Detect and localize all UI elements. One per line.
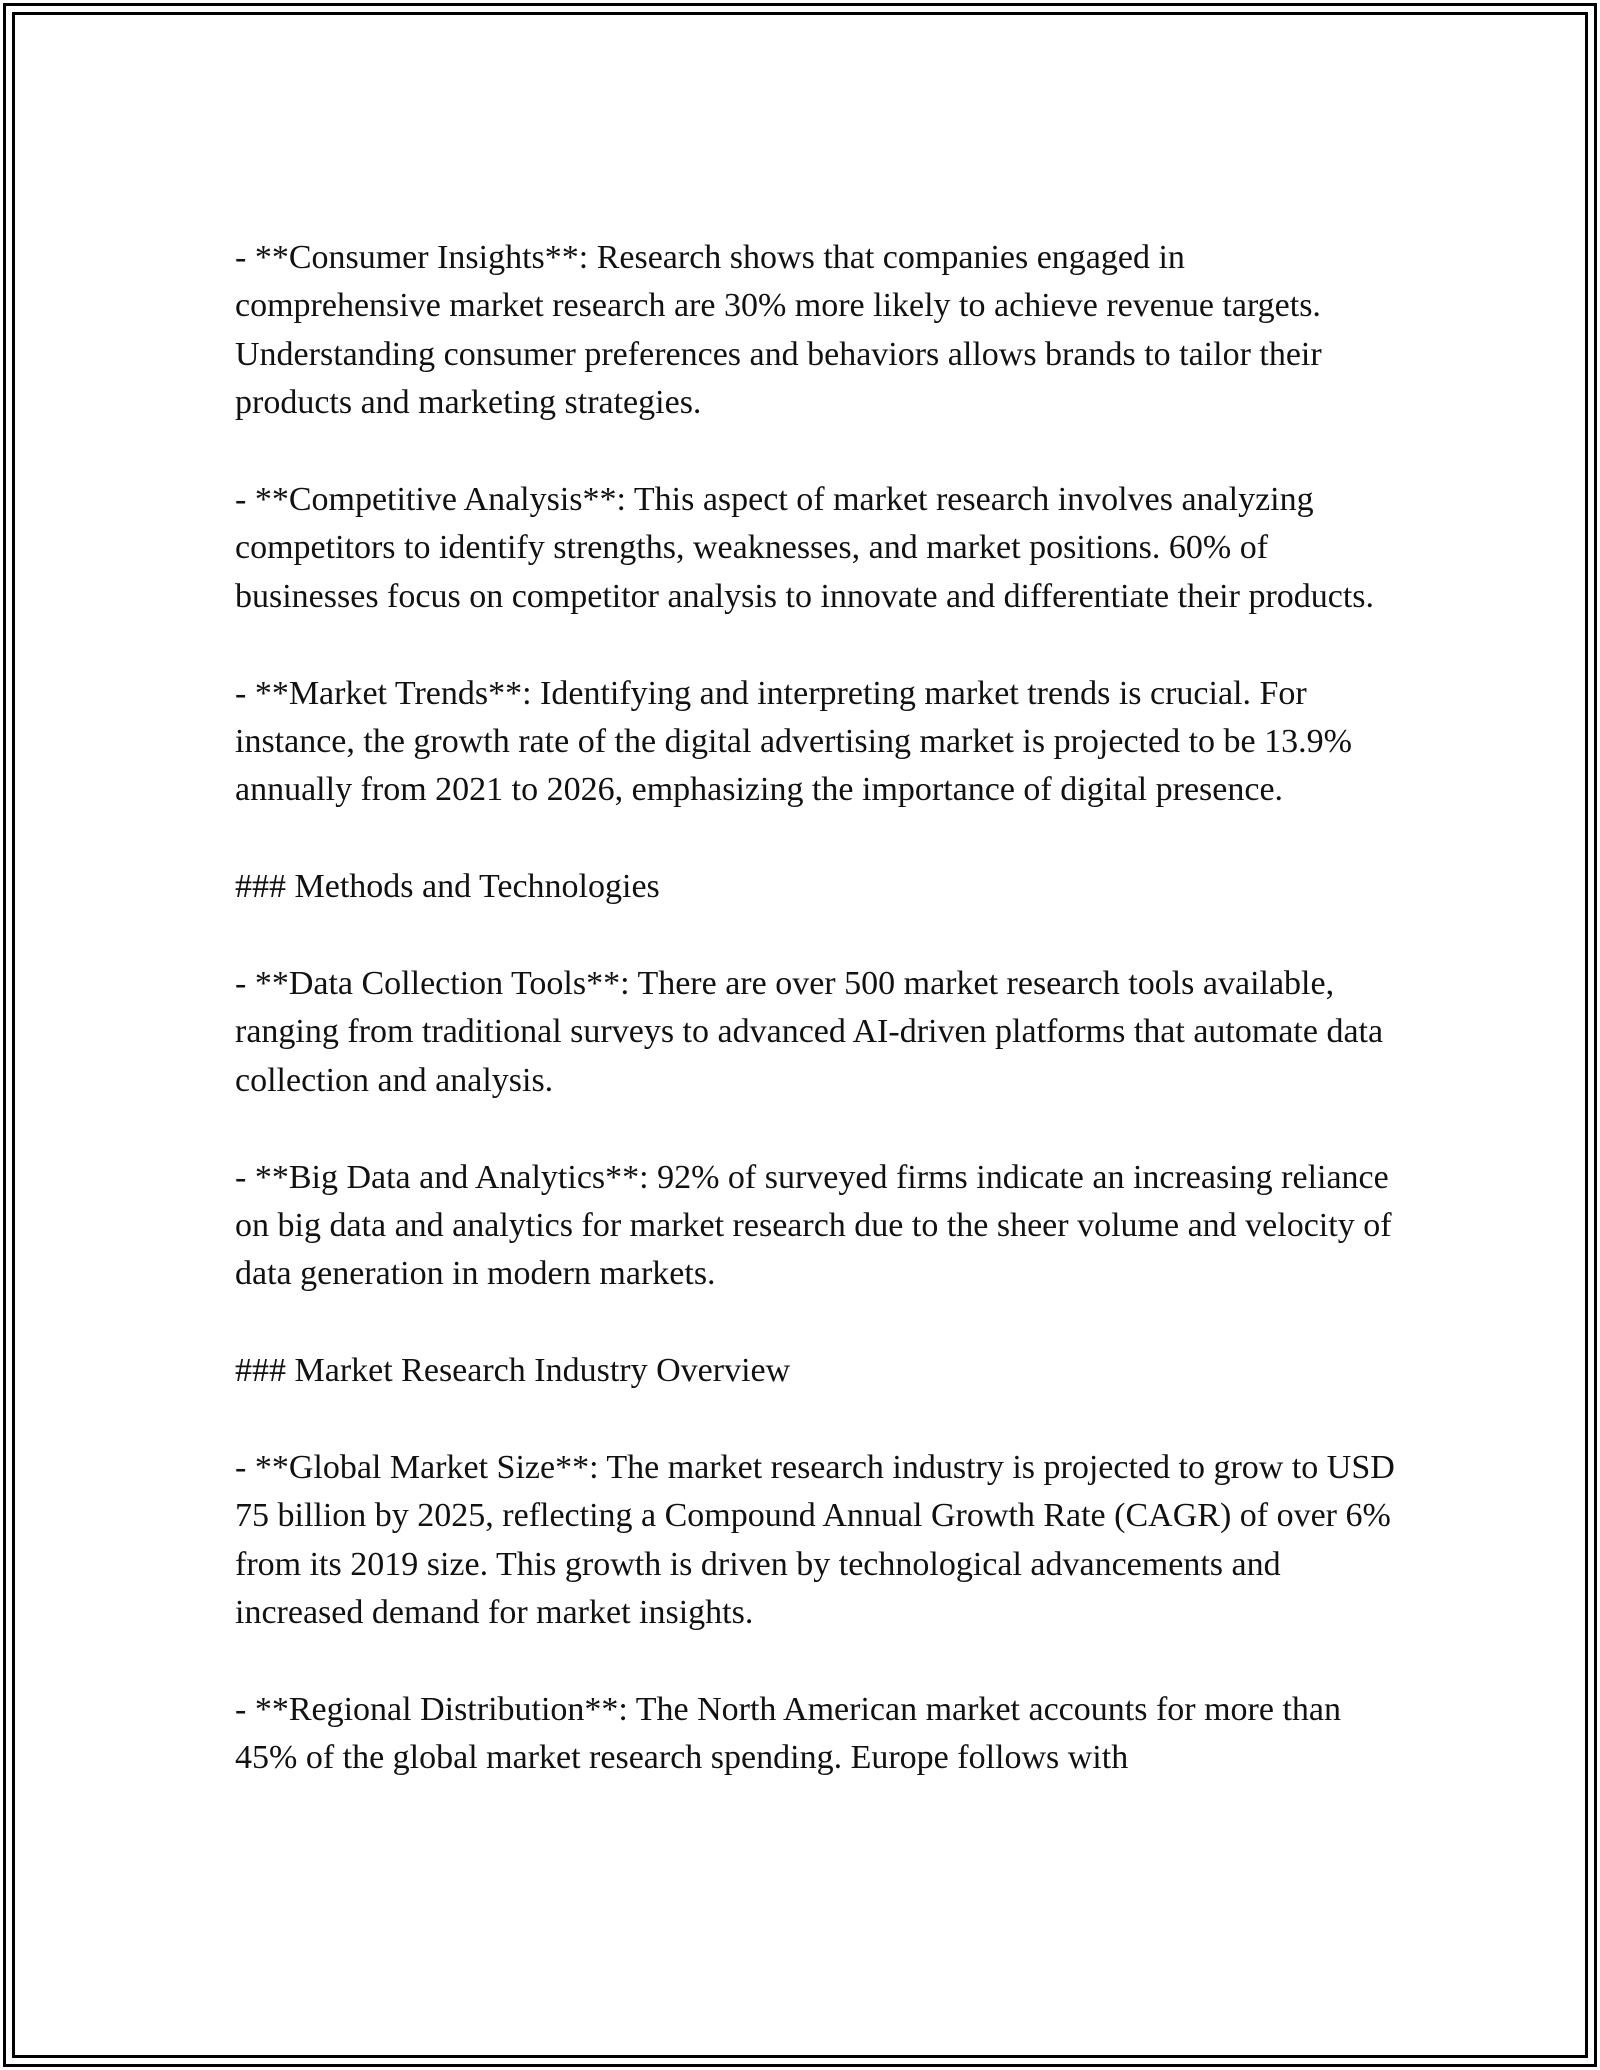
paragraph-global-market-size: - **Global Market Size**: The market research industry is projected to grow to USD 75 billion by 2025, reflecting a Compound Annual Growth Rate (CAGR) of over 6% from its 2019 size. This growth is driven by technological advancements and increased demand for market insights. — [235, 1449, 1395, 1632]
paragraph-regional-distribution: - **Regional Distribution**: The North American market accounts for more than 45% of the global market research spending. Europe follows with — [235, 1691, 1341, 1777]
paragraph-competitive-analysis: - **Competitive Analysis**: This aspect of market research involves analyzing competitors to identify strengths, weaknesses, and market positions. 60% of businesses focus on competitor analysis to innovate and differentiate their products. — [235, 481, 1375, 615]
paragraph-data-collection-tools: - **Data Collection Tools**: There are over 500 market research tools available, ranging from traditional surveys to advanced AI-driven platforms that automate data collection and analysis. — [235, 965, 1384, 1099]
document-body — [235, 234, 1395, 1783]
heading-methods-and-technologies: ### Methods and Technologies — [235, 868, 660, 906]
paragraph-market-trends: - **Market Trends**: Identifying and interpreting market trends is crucial. For instance, the growth rate of the digital advertising market is projected to be 13.9% annually from 2021 to 2026, emphasizing the importance of digital presence. — [235, 674, 1352, 809]
paragraph-big-data-and-analytics: - **Big Data and Analytics**: 92% of surveyed firms indicate an increasing reliance on big data and analytics for market research due to the sheer volume and velocity of data generation in modern markets. — [235, 1158, 1392, 1293]
heading-market-research-industry-overview: ### Market Research Industry Overview — [235, 1352, 791, 1390]
paragraph-consumer-insights: - **Consumer Insights**: Research shows that companies engaged in comprehensive market research are 30% more likely to achieve revenue targets. Understanding consumer preferences and behaviors allows brands to tailor their products and marketing strategies. — [235, 239, 1322, 422]
